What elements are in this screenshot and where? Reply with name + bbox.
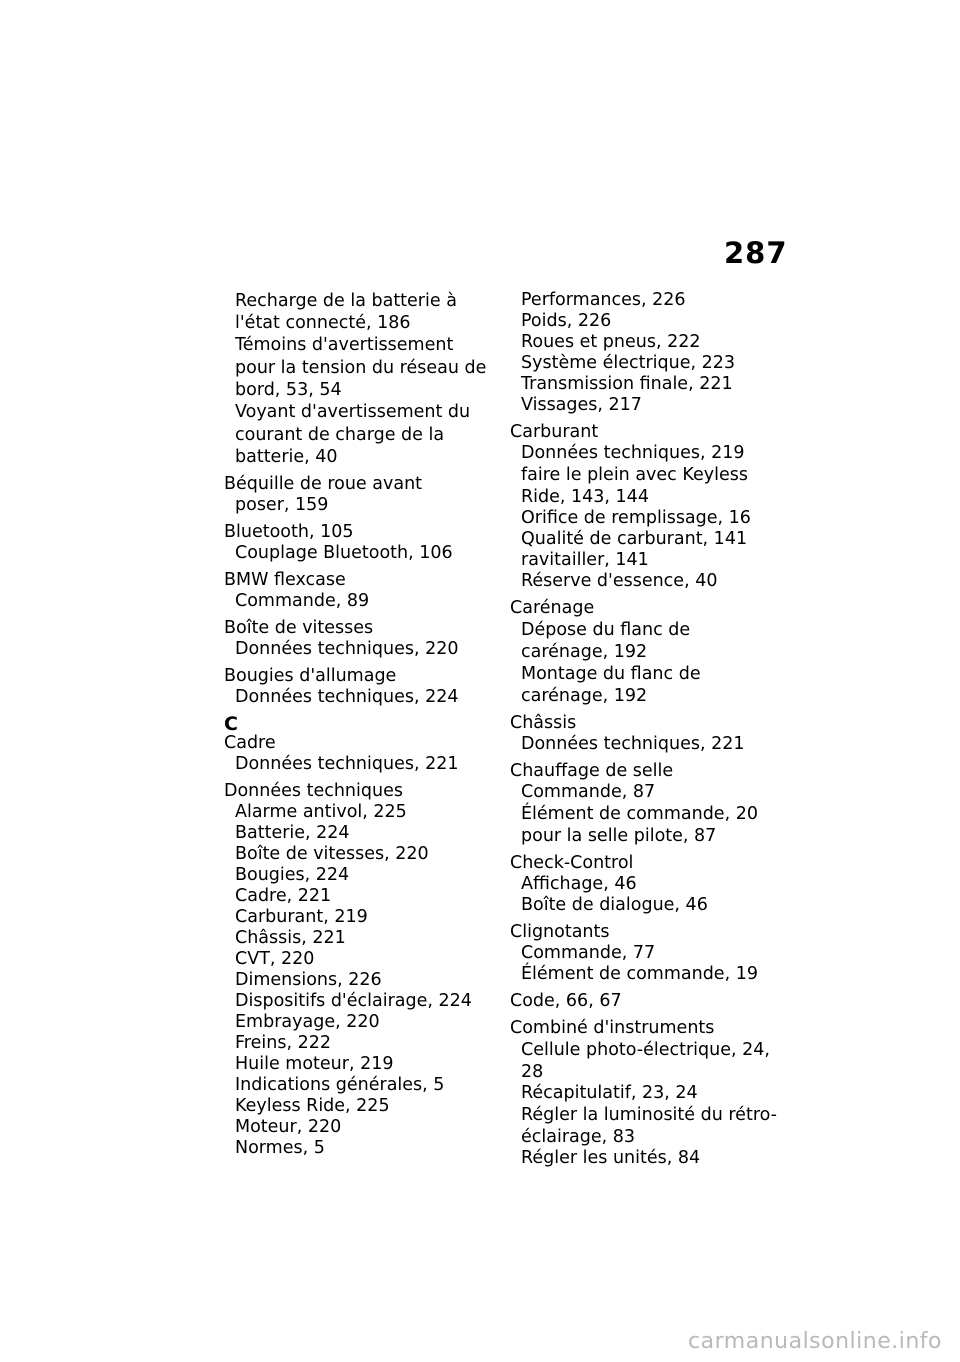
index-subentry: Châssis, 221 [235,928,346,948]
index-subentry: Données techniques, 224 [235,687,459,707]
index-subentry: Cellule photo-électrique, 24, [521,1040,770,1060]
index-subentry: Récapitulatif, 23, 24 [521,1083,698,1103]
index-subentry: Voyant d'avertissement du [235,402,471,422]
index-subentry: Carburant, 219 [235,907,368,927]
index-heading: Bougies d'allumage [224,666,397,686]
index-subentry: Embrayage, 220 [235,1012,380,1032]
index-heading: Châssis [510,713,577,733]
index-subentry: Réserve d'essence, 40 [521,571,718,591]
index-subentry: Données techniques, 219 [521,443,745,463]
index-subentry: Témoins d'avertissement [235,335,454,355]
index-subentry: poser, 159 [235,495,329,515]
index-subentry: Régler les unités, 84 [521,1148,701,1168]
index-subentry: Montage du flanc de [521,664,701,684]
index-subentry: ravitailler, 141 [521,550,649,570]
index-heading: Béquille de roue avant [224,474,423,494]
index-subentry: Freins, 222 [235,1033,331,1053]
index-subentry: Données techniques, 221 [235,754,459,774]
index-letter-heading: C [224,713,238,735]
index-subentry: Commande, 77 [521,943,656,963]
index-subentry: Roues et pneus, 222 [521,332,701,352]
index-subentry: Keyless Ride, 225 [235,1096,390,1116]
index-heading: Code, 66, 67 [510,991,622,1011]
index-subentry: Élément de commande, 20 [521,804,758,824]
index-heading: Données techniques [224,781,403,801]
index-subentry: Indications générales, 5 [235,1075,445,1095]
index-subentry: Dispositifs d'éclairage, 224 [235,991,472,1011]
index-subentry: Transmission finale, 221 [521,374,733,394]
index-subentry: éclairage, 83 [521,1127,636,1147]
index-heading: Chauffage de selle [510,761,674,781]
index-subentry: faire le plein avec Keyless [521,465,748,485]
index-subentry: courant de charge de la [235,425,445,445]
index-subentry: Dépose du flanc de [521,620,691,640]
index-heading: Clignotants [510,922,610,942]
index-subentry: batterie, 40 [235,447,338,467]
index-subentry: Alarme antivol, 225 [235,802,407,822]
index-subentry: Cadre, 221 [235,886,332,906]
index-subentry: Régler la luminosité du rétro- [521,1105,777,1125]
index-subentry: Moteur, 220 [235,1117,342,1137]
index-subentry: Boîte de vitesses, 220 [235,844,429,864]
index-subentry: Bougies, 224 [235,865,350,885]
index-heading: Carénage [510,598,595,618]
index-subentry: Affichage, 46 [521,874,637,894]
index-subentry: Données techniques, 220 [235,639,459,659]
index-subentry: pour la tension du réseau de [235,358,487,378]
index-heading: Boîte de vitesses [224,618,374,638]
index-subentry: Élément de commande, 19 [521,964,758,984]
index-heading: Combiné d'instruments [510,1018,715,1038]
index-subentry: Commande, 87 [521,782,656,802]
index-column-left [224,290,486,1159]
index-subentry: Orifice de remplissage, 16 [521,508,751,528]
index-subentry: Ride, 143, 144 [521,487,649,507]
index-subentry: Recharge de la batterie à [235,291,457,311]
index-subentry: Huile moteur, 219 [235,1054,394,1074]
index-heading: BMW flexcase [224,570,346,590]
watermark: carmanualsonline.info [688,1329,942,1354]
index-subentry: Vissages, 217 [521,395,642,415]
index-subentry: bord, 53, 54 [235,380,342,400]
index-subentry: Boîte de dialogue, 46 [521,895,708,915]
index-subentry: carénage, 192 [521,686,648,706]
index-subentry: Qualité de carburant, 141 [521,529,748,549]
index-subentry: Dimensions, 226 [235,970,382,990]
index-subentry: Commande, 89 [235,591,370,611]
index-subentry: Normes, 5 [235,1138,325,1158]
index-subentry: Couplage Bluetooth, 106 [235,543,453,563]
page-number: 287 [724,236,788,270]
index-subentry: Poids, 226 [521,311,612,331]
index-heading: Carburant [510,422,599,442]
index-column-right [510,290,777,1169]
index-heading: Cadre [224,733,276,753]
index-subentry: pour la selle pilote, 87 [521,826,717,846]
index-heading: Bluetooth, 105 [224,522,354,542]
index-subentry: Données techniques, 221 [521,734,745,754]
index-heading: Check-Control [510,853,634,873]
index-subentry: carénage, 192 [521,642,648,662]
index-subentry: l'état connecté, 186 [235,313,411,333]
index-subentry: 28 [521,1062,544,1082]
index-subentry: Batterie, 224 [235,823,350,843]
index-subentry: Système électrique, 223 [521,353,736,373]
index-subentry: Performances, 226 [521,290,686,310]
index-subentry: CVT, 220 [235,949,315,969]
